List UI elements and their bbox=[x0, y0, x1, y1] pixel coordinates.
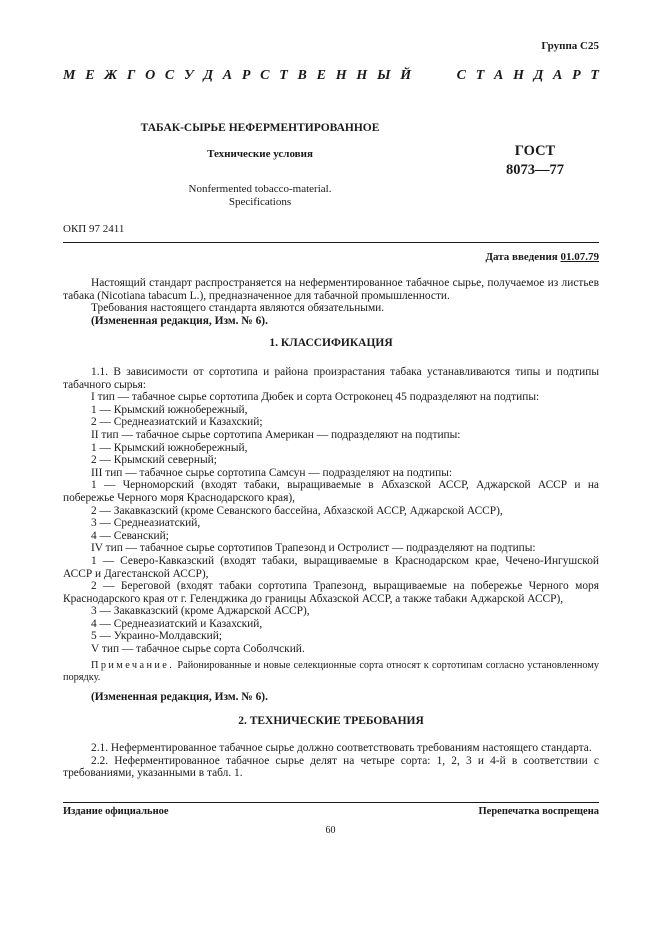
okp-code: ОКП 97 2411 bbox=[63, 223, 125, 235]
english-title bbox=[0, 183, 520, 209]
footer-divider bbox=[63, 802, 599, 803]
document-subtitle: Технические условия bbox=[207, 148, 313, 160]
banner-letter: Р bbox=[241, 68, 251, 83]
intro-text bbox=[63, 277, 599, 327]
requirement-paragraph: 2.1. Неферментированное табачное сырье должно соответствовать требованиям настоящего стандарта. bbox=[91, 742, 592, 754]
classification-line: 4 — Среднеазиатский и Казахский, bbox=[91, 617, 263, 630]
classification-line: 2 — Закавказский (кроме Севанского бассейна, Абхазской АССР, Аджарской АССР), bbox=[91, 504, 503, 517]
reprint-prohibited-label: Перепечатка воспрещена bbox=[478, 806, 599, 817]
classification-line: 3 — Среднеазиатский, bbox=[91, 517, 201, 530]
gost-code: 8073—77 bbox=[506, 162, 564, 178]
banner-letter: Т bbox=[279, 68, 288, 83]
amendment-note: (Измененная редакция, Изм. № 6). bbox=[91, 690, 268, 703]
banner-letter: Н bbox=[513, 68, 524, 83]
banner-letter: А bbox=[494, 68, 504, 83]
classification-line: 2 — Крымский северный; bbox=[91, 454, 217, 467]
section-2-body bbox=[63, 742, 599, 780]
english-title-line2: Specifications bbox=[228, 196, 292, 208]
banner-letter: А bbox=[222, 68, 233, 83]
banner-letter: О bbox=[145, 68, 156, 83]
classification-line: II тип — табачное сырье сортотипа Американ — подразделяют на подтипы: bbox=[91, 428, 461, 441]
classification-line: 1 — Черноморский (входят табаки, выращиваемые в Абхазской АССР, Аджарской АССР и на побережье Черного моря Краснодарского края), bbox=[63, 479, 599, 504]
banner-letter: Е bbox=[85, 68, 95, 83]
classification-line: V тип — табачное сырье сорта Соболчский. bbox=[91, 643, 305, 656]
banner-letter: Ы bbox=[376, 68, 391, 83]
note bbox=[63, 660, 599, 685]
classification-line: 1 — Северо-Кавказский (входят табаки, выращиваемые в Краснодарском крае, Чечено-Ингушской АССР и Дагестанской АССР), bbox=[63, 554, 599, 580]
official-edition-label: Издание официальное bbox=[63, 806, 169, 817]
banner-letter: Т bbox=[475, 68, 485, 83]
banner-letter: С bbox=[164, 68, 175, 83]
classification-line: IV тип — табачное сырье сортотипов Трапезонд и Остролист — подразделяют на подтипы: bbox=[91, 542, 536, 555]
banner-letter: М bbox=[63, 68, 76, 83]
banner-letter: У bbox=[184, 68, 194, 83]
section-2-heading: 2. ТЕХНИЧЕСКИЕ ТРЕБОВАНИЯ bbox=[238, 715, 424, 727]
classification-line: III тип — табачное сырье сортотипа Самсун — подразделяют на подтипы: bbox=[91, 466, 453, 479]
banner-letter: Ж bbox=[104, 68, 118, 83]
banner-letter: Д bbox=[533, 68, 544, 83]
classification-line: 1.1. В зависимости от сортотипа и района произрастания табака устанавливаются типы и подтипы табачного сырья: bbox=[63, 366, 599, 391]
banner-letter: А bbox=[553, 68, 563, 83]
section-1-heading: 1. КЛАССИФИКАЦИЯ bbox=[269, 337, 393, 349]
note-label: Примечание. bbox=[91, 659, 175, 671]
page-number: 60 bbox=[325, 825, 336, 836]
gost-label: ГОСТ bbox=[514, 143, 556, 159]
banner-letter: Р bbox=[572, 68, 581, 83]
header-divider bbox=[63, 242, 599, 243]
english-title-line1: Nonfermented tobacco-material. bbox=[188, 183, 332, 195]
classification-line: 3 — Закавказский (кроме Аджарской АССР), bbox=[91, 605, 310, 618]
gost-number bbox=[495, 142, 575, 180]
banner-letter: В bbox=[297, 68, 307, 83]
document-title: ТАБАК-СЫРЬЕ НЕФЕРМЕНТИРОВАННОЕ bbox=[140, 122, 380, 134]
intro-paragraph: Настоящий стандарт распространяется на неферментированное табачное сырье, получаемое из листьев табака (Nicotiana tabacum L.), предназначенное для табачной промышленности. bbox=[63, 277, 599, 302]
date-label: Дата введения bbox=[485, 251, 558, 263]
banner-letter: С bbox=[260, 68, 270, 83]
banner-gap bbox=[421, 68, 447, 84]
classification-line: 1 — Крымский южнобережный, bbox=[91, 403, 248, 416]
classification-line: 5 — Украино-Молдавский; bbox=[91, 630, 222, 643]
banner-letter: Е bbox=[316, 68, 326, 83]
date-value: 01.07.79 bbox=[560, 251, 599, 263]
classification-line: 2 — Среднеазиатский и Казахский; bbox=[91, 416, 263, 429]
interstate-standard-banner bbox=[63, 68, 599, 84]
banner-letter: Н bbox=[335, 68, 347, 83]
requirement-paragraph: 2.2. Неферментированное табачное сырье делят на четыре сорта: 1, 2, 3 и 4-й в соответствии с требованиями, указанными в табл. 1. bbox=[63, 754, 599, 780]
introduction-date bbox=[485, 251, 599, 263]
banner-letter: Г bbox=[126, 68, 136, 83]
banner-letter: Й bbox=[400, 68, 412, 83]
banner-letter: Н bbox=[356, 68, 368, 83]
classification-line: 1 — Крымский южнобережный, bbox=[91, 441, 248, 454]
classification-line: I тип — табачное сырье сортотипа Дюбек и сорта Остроконец 45 подразделяют на подтипы: bbox=[91, 391, 540, 404]
note-text: Районированные и новые селекционные сорта относят к сортотипам согласно установленному порядку. bbox=[63, 659, 599, 684]
amendment-note: (Измененная редакция, Изм. № 6). bbox=[91, 314, 268, 327]
intro-paragraph: Требования настоящего стандарта являются обязательными. bbox=[91, 302, 385, 315]
group-code: Группа С25 bbox=[541, 40, 599, 52]
classification-line: 4 — Севанский; bbox=[91, 529, 169, 542]
section-1-body bbox=[63, 366, 599, 703]
banner-letter: Т bbox=[590, 68, 599, 83]
banner-letter: С bbox=[456, 68, 466, 83]
banner-letter: Д bbox=[203, 68, 214, 83]
classification-line: 2 — Береговой (входят табаки сортотипа Трапезонд, выращиваемые на побережье Черного моря Краснодарского края от г. Геленджика до границы Абхазской АССР, а также табаки Аджарской АССР), bbox=[63, 580, 599, 605]
